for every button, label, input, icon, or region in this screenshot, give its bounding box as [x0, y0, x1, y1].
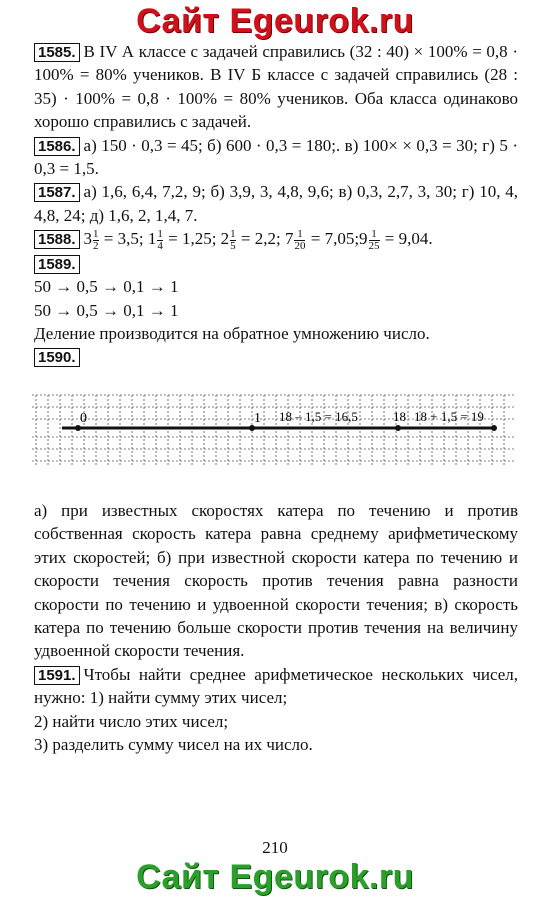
task-1588	[34, 227, 518, 252]
task-1590	[34, 345, 518, 368]
fraction-numerator: 1	[294, 229, 305, 241]
page-number: 210	[262, 838, 288, 857]
axis-label-difference: 18 – 1,5 = 16,5	[279, 408, 358, 424]
page-content	[34, 40, 518, 756]
grid-lines	[32, 395, 514, 467]
task-1590-text: а) при известных скоростях катера по течению и против собственная скорость катера равна среднему арифметическому этих скоростей; б) при известной скорости катера по течению и скорости течения скорость против течения равна разности скорости по течению и удвоенной скорости течения; в) скорость катера по течению больше скорости против течения на величину удвоенной скорости течения.	[34, 500, 518, 661]
task-1588-mixed-numbers	[83, 227, 433, 252]
task-number-1585: 1585.	[34, 43, 80, 62]
fraction	[230, 229, 236, 252]
task-1589-chain-1: 50 → 0,5 → 0,1 → 1	[34, 277, 179, 297]
task-number-1588: 1588.	[34, 230, 80, 249]
task-number-1590: 1590.	[34, 348, 80, 367]
task-number-1591: 1591.	[34, 666, 80, 685]
fraction-denominator: 4	[157, 239, 163, 252]
fraction-numerator: 1	[369, 229, 380, 241]
task-1589	[34, 252, 518, 346]
axis-label-sum: 18 + 1,5 = 19	[414, 408, 484, 424]
task-1589-chain-2: 50 → 0,5 → 0,1 → 1	[34, 300, 179, 320]
axis-label-eighteen: 18	[393, 408, 406, 424]
fraction	[369, 229, 380, 252]
fraction-numerator: 1	[230, 227, 236, 240]
fraction-numerator: 1	[93, 227, 99, 240]
task-1591	[34, 663, 518, 710]
task-1587-text: а) 1,6, 6,4, 7,2, 9; б) 3,9, 3, 4,8, 9,6; в) 0,3, 2,7, 3, 30; г) 10, 4, 4,8, 24; д) 1,6, 2, 1,4, 7.	[34, 182, 518, 225]
task-number-1589: 1589.	[34, 255, 80, 274]
mixed-number-whole: 7	[284, 229, 294, 249]
number-line-svg	[28, 375, 518, 491]
site-banner-top: Сайт Egeurok.ru	[136, 2, 414, 40]
task-1587	[34, 180, 518, 227]
fraction-denominator: 5	[230, 239, 236, 252]
fraction-numerator: 1	[157, 227, 163, 240]
mixed-number-result: = 1,25;	[163, 229, 221, 249]
task-1585	[34, 40, 518, 134]
fraction-denominator: 2	[93, 239, 99, 252]
task-1591-text: Чтобы найти среднее арифметическое нескольких чисел, нужно: 1) найти сумму этих чисел;	[34, 664, 518, 708]
task-1586-text: а) 150 · 0,3 = 45; б) 600 · 0,3 = 180;. в) 100× × 0,3 = 30; г) 5 · 0,3 = 1,5.	[34, 135, 518, 179]
task-1589-text: Деление производится на обратное умножению число.	[34, 324, 430, 344]
task-1591-step-3: 3) разделить сумму чисел на их число.	[34, 734, 313, 754]
mixed-number-whole: 2	[220, 229, 230, 249]
site-banner-bottom: Сайт Egeurok.ru	[136, 858, 414, 896]
axis-label-one: 1	[254, 410, 261, 426]
mixed-number-result: = 3,5;	[99, 229, 148, 249]
axis-label-zero: 0	[80, 410, 87, 426]
fraction	[93, 229, 99, 252]
task-1591-step-2: 2) найти число этих чисел;	[34, 711, 229, 731]
task-number-1586: 1586.	[34, 137, 80, 156]
task-number-1587: 1587.	[34, 183, 80, 202]
mixed-number-whole: 9	[359, 229, 368, 249]
mixed-number-result: = 2,2;	[236, 229, 285, 249]
mixed-number-result: = 9,04.	[380, 229, 433, 249]
mixed-number-whole: 1	[147, 229, 157, 249]
axis-point	[395, 425, 401, 431]
axis-point	[491, 425, 497, 431]
mixed-number-whole: 3	[83, 229, 93, 249]
fraction	[157, 229, 163, 252]
task-1586	[34, 134, 518, 181]
task-1585-text: В IV А классе с задачей справились (32 : 40) × 100% = 0,8 · 100% = 80% учеников. В IV Б классе с задачей справились (28 : 35) · 100% = 0,8 · 100% = 80% учеников. Оба класса одинаково хорошо справились с задачей.	[34, 42, 518, 132]
fraction-denominator: 25	[368, 239, 380, 252]
mixed-number-result: = 7,05;	[306, 229, 360, 249]
fraction-denominator: 20	[294, 239, 306, 252]
number-line-figure	[28, 375, 518, 491]
fraction	[294, 229, 305, 252]
